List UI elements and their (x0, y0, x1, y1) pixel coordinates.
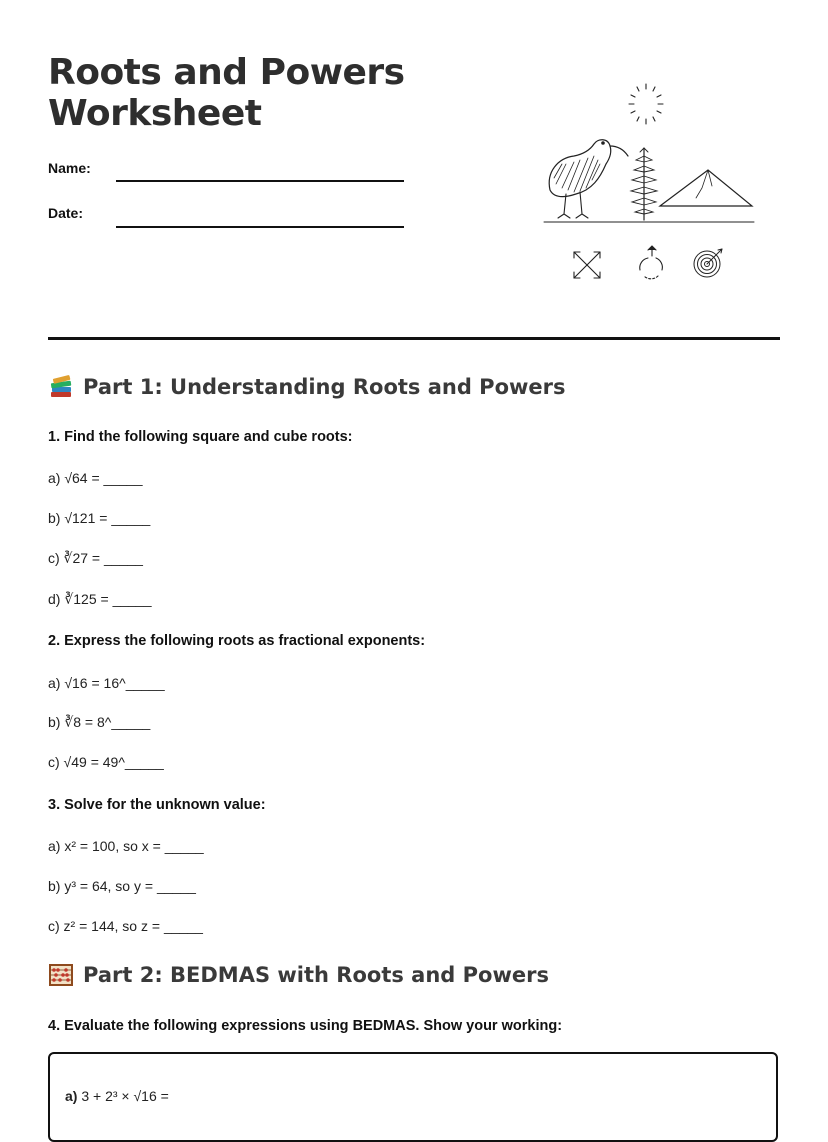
q4-item-a-text: 3 + 2³ × √16 = (77, 1088, 169, 1104)
header-illustration (536, 80, 760, 290)
q1-item-b: b) √121 = _____ (48, 510, 151, 526)
question-3-heading: 3. Solve for the unknown value: (48, 797, 266, 813)
target-icon (694, 249, 722, 277)
date-label: Date: (48, 205, 84, 221)
part1-title: Part 1: Understanding Roots and Powers (83, 375, 566, 399)
q1-item-c: c) ∛27 = _____ (48, 550, 143, 566)
worksheet-title: Roots and Powers Worksheet (48, 52, 405, 134)
sun-icon (629, 84, 663, 124)
name-field[interactable] (116, 180, 404, 182)
books-icon (48, 374, 74, 400)
q3-item-b: b) y³ = 64, so y = _____ (48, 878, 196, 894)
q3-item-c: c) z² = 144, so z = _____ (48, 918, 203, 934)
q2-item-c: c) √49 = 49^_____ (48, 754, 164, 770)
date-field[interactable] (116, 226, 404, 228)
header-divider (48, 337, 780, 340)
abacus-icon (48, 962, 74, 988)
mountain-icon (660, 170, 752, 206)
circular-arrows-icon (640, 246, 663, 279)
part1-heading (48, 374, 566, 400)
fern-icon (631, 148, 657, 220)
q1-item-a: a) √64 = _____ (48, 470, 143, 486)
kiwi-bird-icon (549, 140, 628, 218)
q4-item-a (65, 1088, 169, 1104)
q2-item-b: b) ∛8 = 8^_____ (48, 714, 151, 730)
q2-item-a: a) √16 = 16^_____ (48, 675, 165, 691)
part2-title: Part 2: BEDMAS with Roots and Powers (83, 963, 549, 987)
q1-item-d: d) ∛125 = _____ (48, 591, 152, 607)
arrows-cross-icon (574, 252, 600, 278)
working-box[interactable] (48, 1052, 778, 1142)
question-4-heading: 4. Evaluate the following expressions using BEDMAS. Show your working: (48, 1018, 563, 1034)
question-2-heading: 2. Express the following roots as fractional exponents: (48, 633, 426, 649)
q4-item-a-label: a) (65, 1088, 78, 1104)
part2-heading (48, 962, 549, 988)
question-1-heading: 1. Find the following square and cube roots: (48, 429, 353, 445)
q3-item-a: a) x² = 100, so x = _____ (48, 838, 204, 854)
name-label: Name: (48, 160, 91, 176)
